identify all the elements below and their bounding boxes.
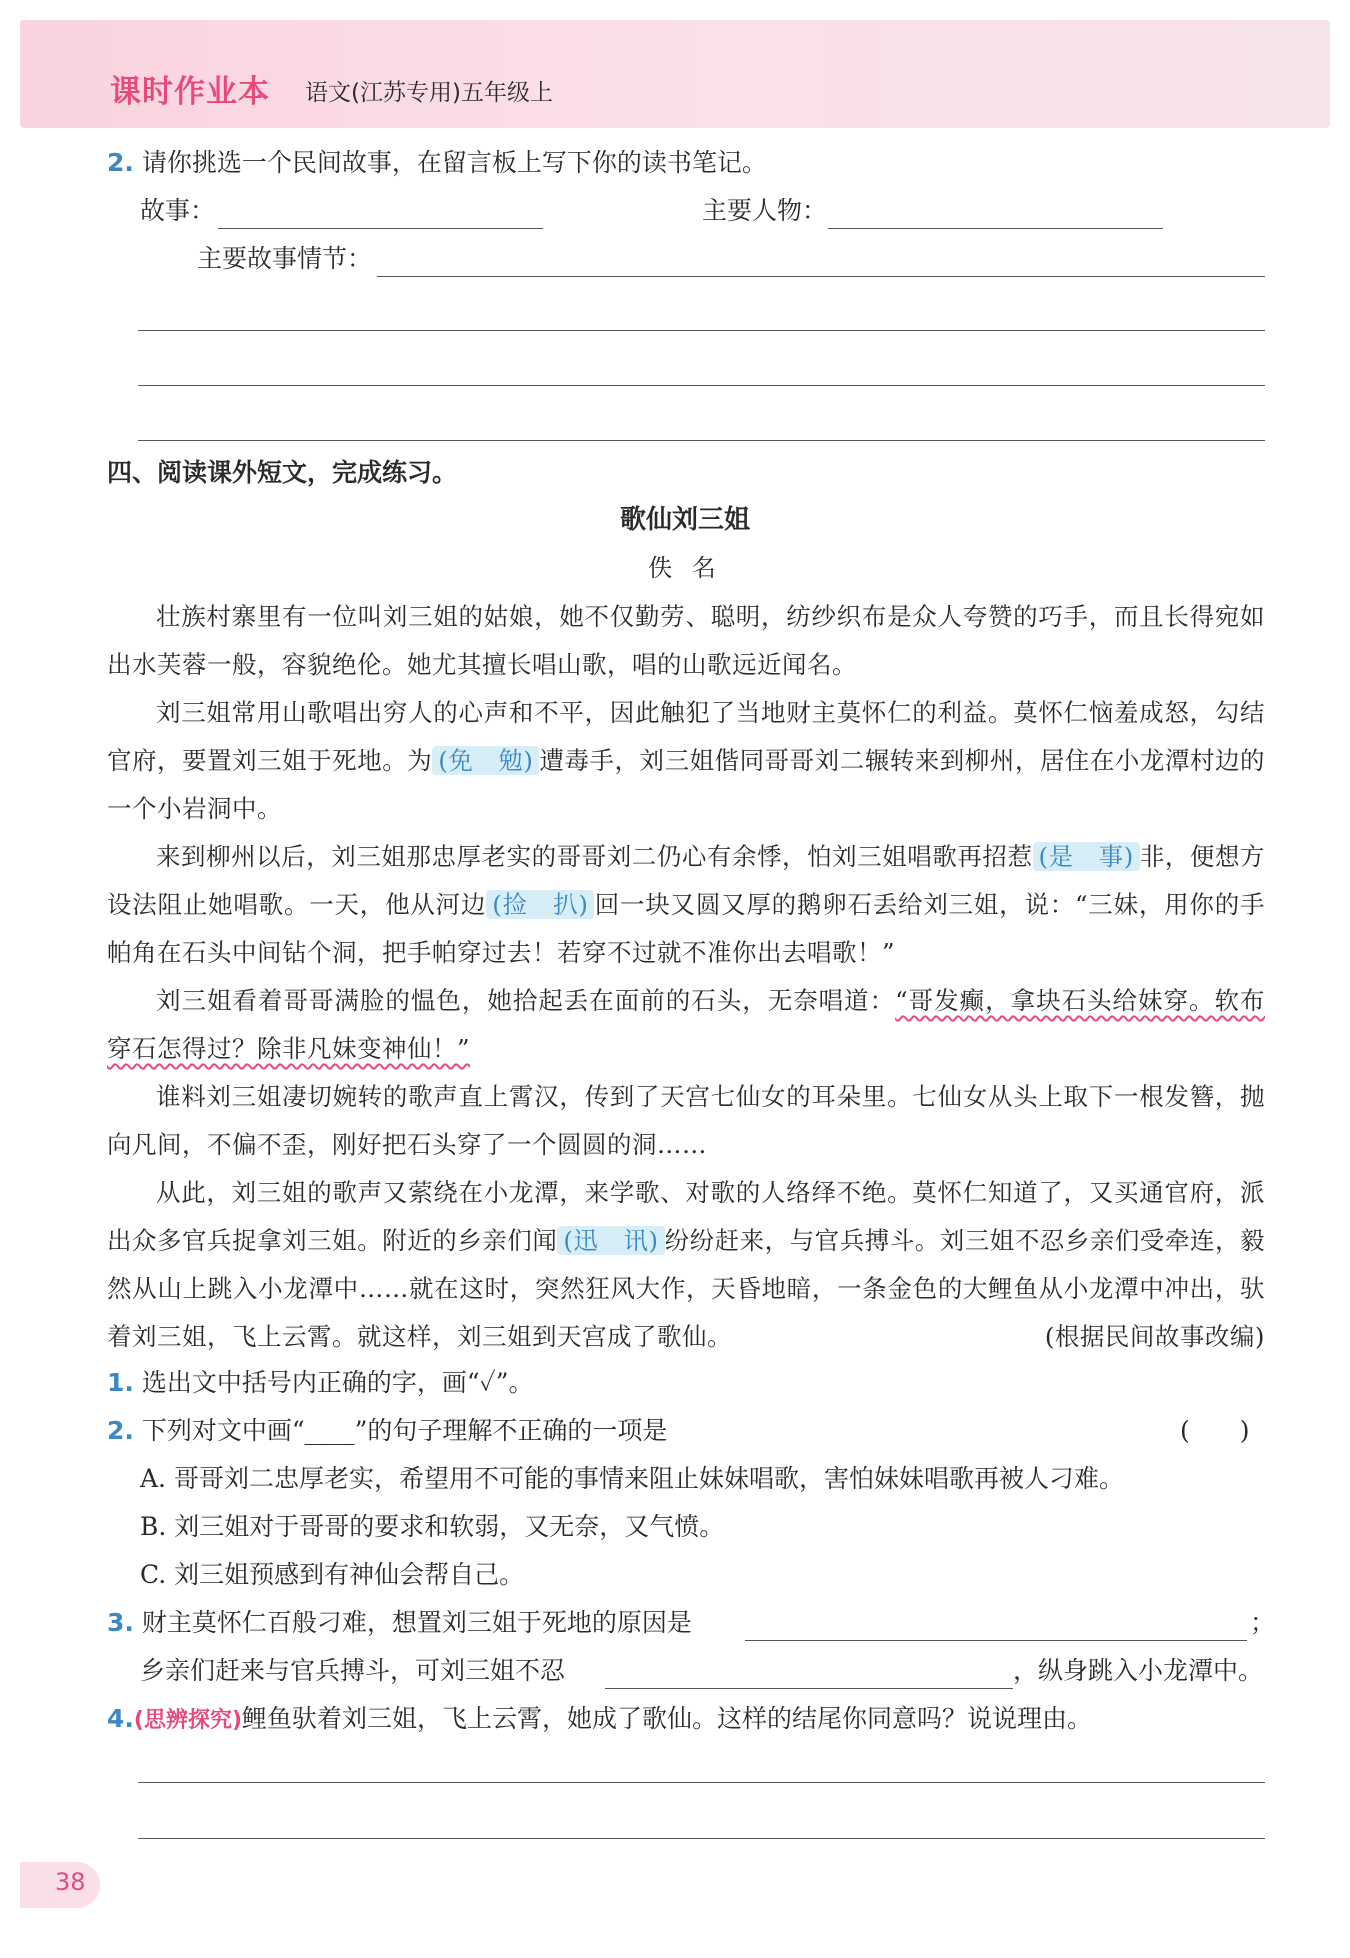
choice-xun[interactable]: (迅 讯) — [557, 1226, 664, 1255]
p3-text-a: 来到柳州以后，刘三姐那忠厚老实的哥哥刘二仍心有余悸，怕刘三姐唱歌再招惹 — [156, 842, 1033, 871]
q3-text-c: ，纵身跳入小龙潭中。 — [1013, 1656, 1264, 1685]
p4-text-a: 刘三姐看着哥哥满脸的愠色，她拾起丢在面前的石头，无奈唱道： — [156, 986, 896, 1015]
q2-text: 下列对文中画“____”的句子理解不正确的一项是 — [141, 1416, 668, 1445]
q1-number: 1. — [107, 1368, 134, 1397]
q1-text: 选出文中括号内正确的字，画“✓”。 — [141, 1368, 534, 1397]
page-number: 38 — [55, 1868, 86, 1896]
q2-prompt — [107, 148, 767, 178]
p2-text-b: 遭毒手，刘三姐偕同哥哥刘二辗转来到柳州，居住在小龙潭村边的一个小岩洞中。 — [107, 746, 1266, 823]
q4-number: 4. — [107, 1704, 134, 1733]
q3-text-a: 财主莫怀仁百般刁难，想置刘三姐于死地的原因是 — [141, 1608, 692, 1637]
q2-prompt-text: 请你挑选一个民间故事，在留言板上写下你的读书笔记。 — [141, 148, 767, 177]
q4-answer-line-1[interactable] — [138, 1782, 1265, 1783]
q2-answer-bracket[interactable]: ( ) — [1180, 1416, 1250, 1445]
characters-label: 主要人物： — [702, 196, 828, 225]
question-2 — [107, 1416, 667, 1446]
choice-mian[interactable]: (免 勉) — [432, 746, 539, 775]
passage-paragraph-2 — [107, 689, 1265, 833]
passage-paragraph-5 — [107, 1073, 1265, 1169]
p6-text-a: 从此，刘三姐的歌声又萦绕在小龙潭，来学歌、对歌的人络绎不绝。莫怀仁知道了，又买通官府，派出众多官兵捉拿刘三姐。附近的乡亲们闻 — [107, 1178, 1265, 1255]
passage-title: 歌仙刘三姐 — [619, 505, 750, 535]
q3-text-b: 乡亲们赶来与官兵搏斗，可刘三姐不忍 — [140, 1656, 566, 1685]
plot-label: 主要故事情节： — [197, 244, 373, 273]
section4-heading: 四、阅读课外短文，完成练习。 — [107, 458, 458, 487]
plot-answer-line-4[interactable] — [138, 440, 1265, 441]
q2-number-2: 2. — [107, 1416, 134, 1445]
q2-option-a[interactable]: A. 哥哥刘二忠厚老实，希望用不可能的事情来阻止妹妹唱歌，害怕妹妹唱歌再被人刁难。 — [140, 1464, 1124, 1493]
question-3 — [107, 1608, 692, 1638]
q3-number: 3. — [107, 1608, 134, 1637]
q3-answer-line-1[interactable] — [745, 1640, 1247, 1641]
characters-answer-line[interactable] — [828, 228, 1163, 229]
passage-paragraph-6 — [107, 1169, 1265, 1361]
p6-text-b: 纷纷赶来，与官兵搏斗。刘三姐不忍乡亲们受牵连，毅然从山上跳入小龙潭中……就在这时，突然狂风大作，天昏地暗，一条金色的大鲤鱼从小龙潭中冲出，驮着刘三姐，飞上云霄。就这样，刘三姐到天宫成了歌仙。 — [107, 1226, 1266, 1351]
passage-paragraph-3 — [107, 833, 1265, 977]
underlined-sentence: “哥发癫，拿块石头给妹穿。软布穿石怎得过？除非凡妹变神仙！” — [107, 986, 1265, 1063]
q3-semicolon: ； — [1250, 1608, 1276, 1637]
p5-text: 谁料刘三姐凄切婉转的歌声直上霄汉，传到了天宫七仙女的耳朵里。七仙女从头上取下一根发簪，抛向凡间，不偏不歪，刚好把石头穿了一个圆圆的洞…… — [107, 1082, 1265, 1159]
q2-option-b[interactable]: B. 刘三姐对于哥哥的要求和软弱，又无奈，又气愤。 — [140, 1512, 725, 1541]
source-note: (根据民间故事改编) — [1044, 1322, 1265, 1351]
p3-text-b: 非，便想方设法阻止她唱歌。一天，他从河边 — [107, 842, 1266, 919]
choice-jian[interactable]: (捡 扒) — [486, 890, 594, 919]
plot-answer-line-2[interactable] — [138, 330, 1265, 331]
q2-option-c[interactable]: C. 刘三姐预感到有神仙会帮自己。 — [140, 1560, 525, 1589]
story-answer-line[interactable] — [218, 228, 543, 229]
plot-answer-line-1[interactable] — [377, 276, 1265, 277]
p1-text: 壮族村寨里有一位叫刘三姐的姑娘，她不仅勤劳、聪明，纺纱织布是众人夸赞的巧手，而且长得宛如出水芙蓉一般，容貌绝伦。她尤其擅长唱山歌，唱的山歌远近闻名。 — [107, 602, 1265, 679]
story-label: 故事： — [140, 196, 216, 225]
passage-paragraph-4 — [107, 977, 1265, 1073]
p3-text-c: 回一块又圆又厚的鹅卵石丢给刘三姐，说：“三妹，用你的手帕角在石头中间钻个洞，把手帕穿过去！若穿不过就不准你出去唱歌！” — [107, 890, 1265, 967]
question-1 — [107, 1368, 534, 1398]
q4-tag: (思辨探究) — [133, 1708, 243, 1733]
brand-title: 课时作业本 — [110, 74, 270, 110]
p2-text-a: 刘三姐常用山歌唱出穷人的心声和不平，因此触犯了当地财主莫怀仁的利益。莫怀仁恼羞成怒，勾结官府，要置刘三姐于死地。为 — [107, 698, 1265, 775]
plot-answer-line-3[interactable] — [138, 385, 1265, 386]
passage-author: 佚 名 — [648, 554, 722, 582]
q4-text: 鲤鱼驮着刘三姐，飞上云霄，她成了歌仙。这样的结尾你同意吗？说说理由。 — [242, 1704, 1093, 1733]
choice-shi[interactable]: (是 事) — [1033, 842, 1140, 871]
passage-paragraph-1 — [107, 593, 1265, 689]
subject-label: 语文(江苏专用)五年级上 — [305, 80, 553, 106]
q2-number: 2. — [107, 148, 134, 177]
q4-answer-line-2[interactable] — [138, 1838, 1265, 1839]
question-4 — [107, 1704, 1092, 1736]
q3-answer-line-2[interactable] — [605, 1688, 1013, 1689]
